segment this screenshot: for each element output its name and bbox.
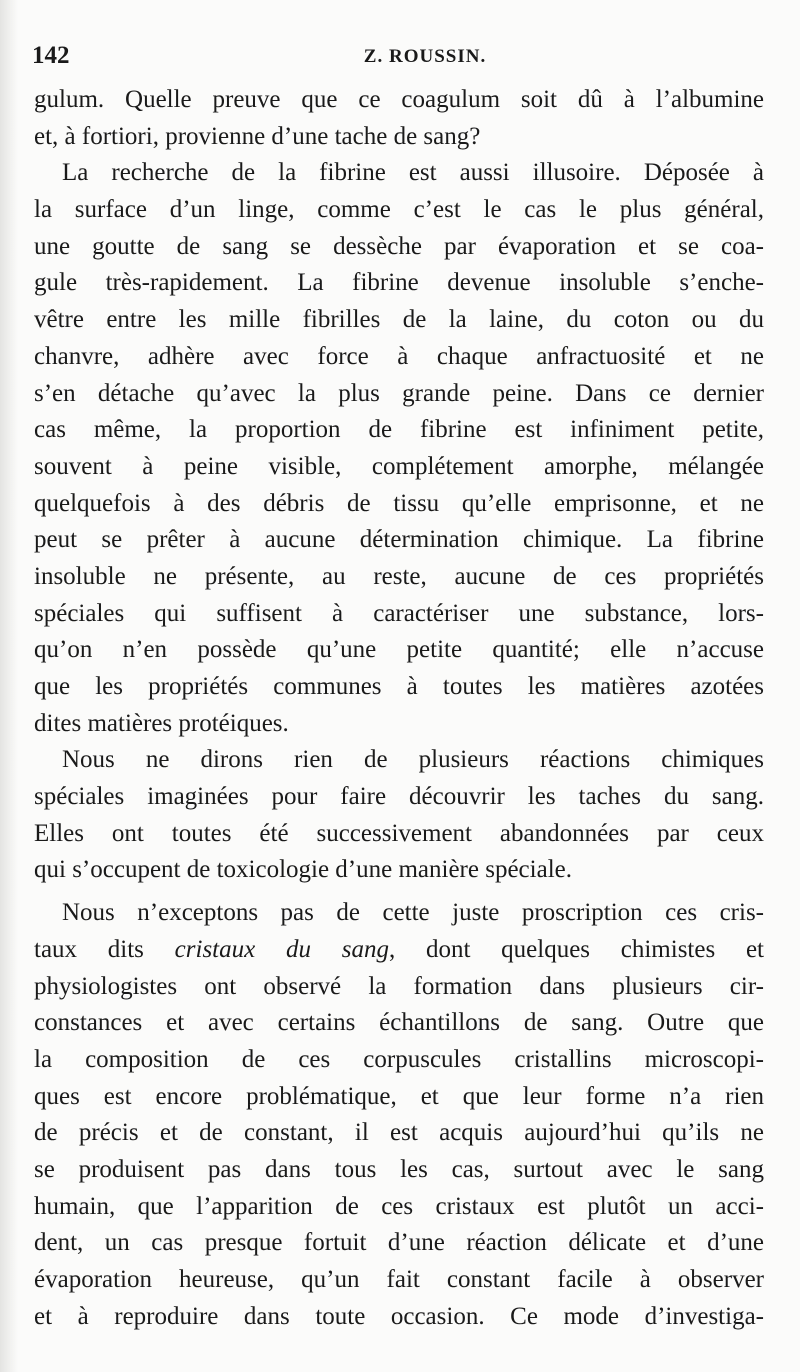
text-line: spéciales qui suffisent à caractériser une substance, lors- <box>34 599 764 627</box>
text-line: gulum. Quelle preuve que ce coagulum soit dû à l’albumine <box>34 86 764 113</box>
text-segment: taux dits <box>34 935 175 963</box>
body-text <box>34 82 764 1335</box>
text-line: la surface d’un linge, comme c’est le cas le plus général, <box>34 196 764 224</box>
text-line: la composition de ces corpuscules cristallins microscopi- <box>34 1045 764 1073</box>
text-line: souvent à peine visible, complétement amorphe, mélangée <box>34 452 764 480</box>
page-header <box>30 40 770 76</box>
text-line: qui s’occupent de toxicologie d’une manière spéciale. <box>34 856 572 884</box>
text-line: une goutte de sang se dessèche par évaporation et se coa- <box>34 232 764 260</box>
running-head: Z. ROUSSIN. <box>363 46 487 67</box>
text-line: dites matières protéiques. <box>34 709 289 737</box>
text-line: Nous n’exceptons pas de cette juste proscription ces cris- <box>62 899 764 927</box>
text-line: quelquefois à des débris de tissu qu’elle emprisonne, et ne <box>34 489 764 517</box>
text-line: se produisent pas dans tous les cas, surtout avec le sang <box>34 1155 764 1183</box>
text-line: spéciales imaginées pour faire découvrir les taches du sang. <box>34 783 764 811</box>
text-line: ques est encore problématique, et que leur forme n’a rien <box>34 1082 764 1110</box>
text-line: humain, que l’apparition de ces cristaux est plutôt un acci- <box>34 1192 764 1220</box>
page-number: 142 <box>32 42 70 69</box>
text-line: dent, un cas presque fortuit d’une réaction délicate et d’une <box>34 1229 764 1257</box>
text-line <box>34 932 764 969</box>
text-line: que les propriétés communes à toutes les matières azotées <box>34 673 764 700</box>
text-line: gule très-rapidement. La fibrine devenue insoluble s’enche- <box>34 269 764 297</box>
text-segment: , dont quelques chimistes et <box>388 935 764 963</box>
text-line: vêtre entre les mille fibrilles de la laine, du coton ou du <box>34 306 764 334</box>
text-line: Nous ne dirons rien de plusieurs réactions chimiques <box>62 746 764 774</box>
text-line: Elles ont toutes été successivement abandonnées par ceux <box>34 819 764 847</box>
text-line: de précis et de constant, il est acquis aujourd’hui qu’ils ne <box>34 1119 764 1147</box>
text-line: chanvre, adhère avec force à chaque anfractuosité et ne <box>34 342 764 370</box>
text-line: constances et avec certains échantillons de sang. Outre que <box>34 1009 764 1037</box>
text-line: peut se prêter à aucune détermination chimique. La fibrine <box>34 526 764 554</box>
text-line: La recherche de la fibrine est aussi illusoire. Déposée à <box>62 159 764 187</box>
text-line: qu’on n’en possède qu’une petite quantité; elle n’accuse <box>34 636 764 664</box>
text-line: physiologistes ont observé la formation dans plusieurs cir- <box>34 972 764 1000</box>
text-line: insoluble ne présente, au reste, aucune de ces propriétés <box>34 562 764 590</box>
text-line: cas même, la proportion de fibrine est infiniment petite, <box>34 416 764 444</box>
text-line: s’en détache qu’avec la plus grande peine. Dans ce dernier <box>34 379 764 407</box>
page-gutter-shadow <box>0 0 18 1372</box>
text-line: et, à fortiori, provienne d’une tache de sang? <box>34 122 481 150</box>
text-line: évaporation heureuse, qu’un fait constant facile à observer <box>34 1266 764 1293</box>
text-line: et à reproduire dans toute occasion. Ce mode d’investiga- <box>34 1302 764 1330</box>
italic-term: cristaux du sang <box>174 935 389 963</box>
